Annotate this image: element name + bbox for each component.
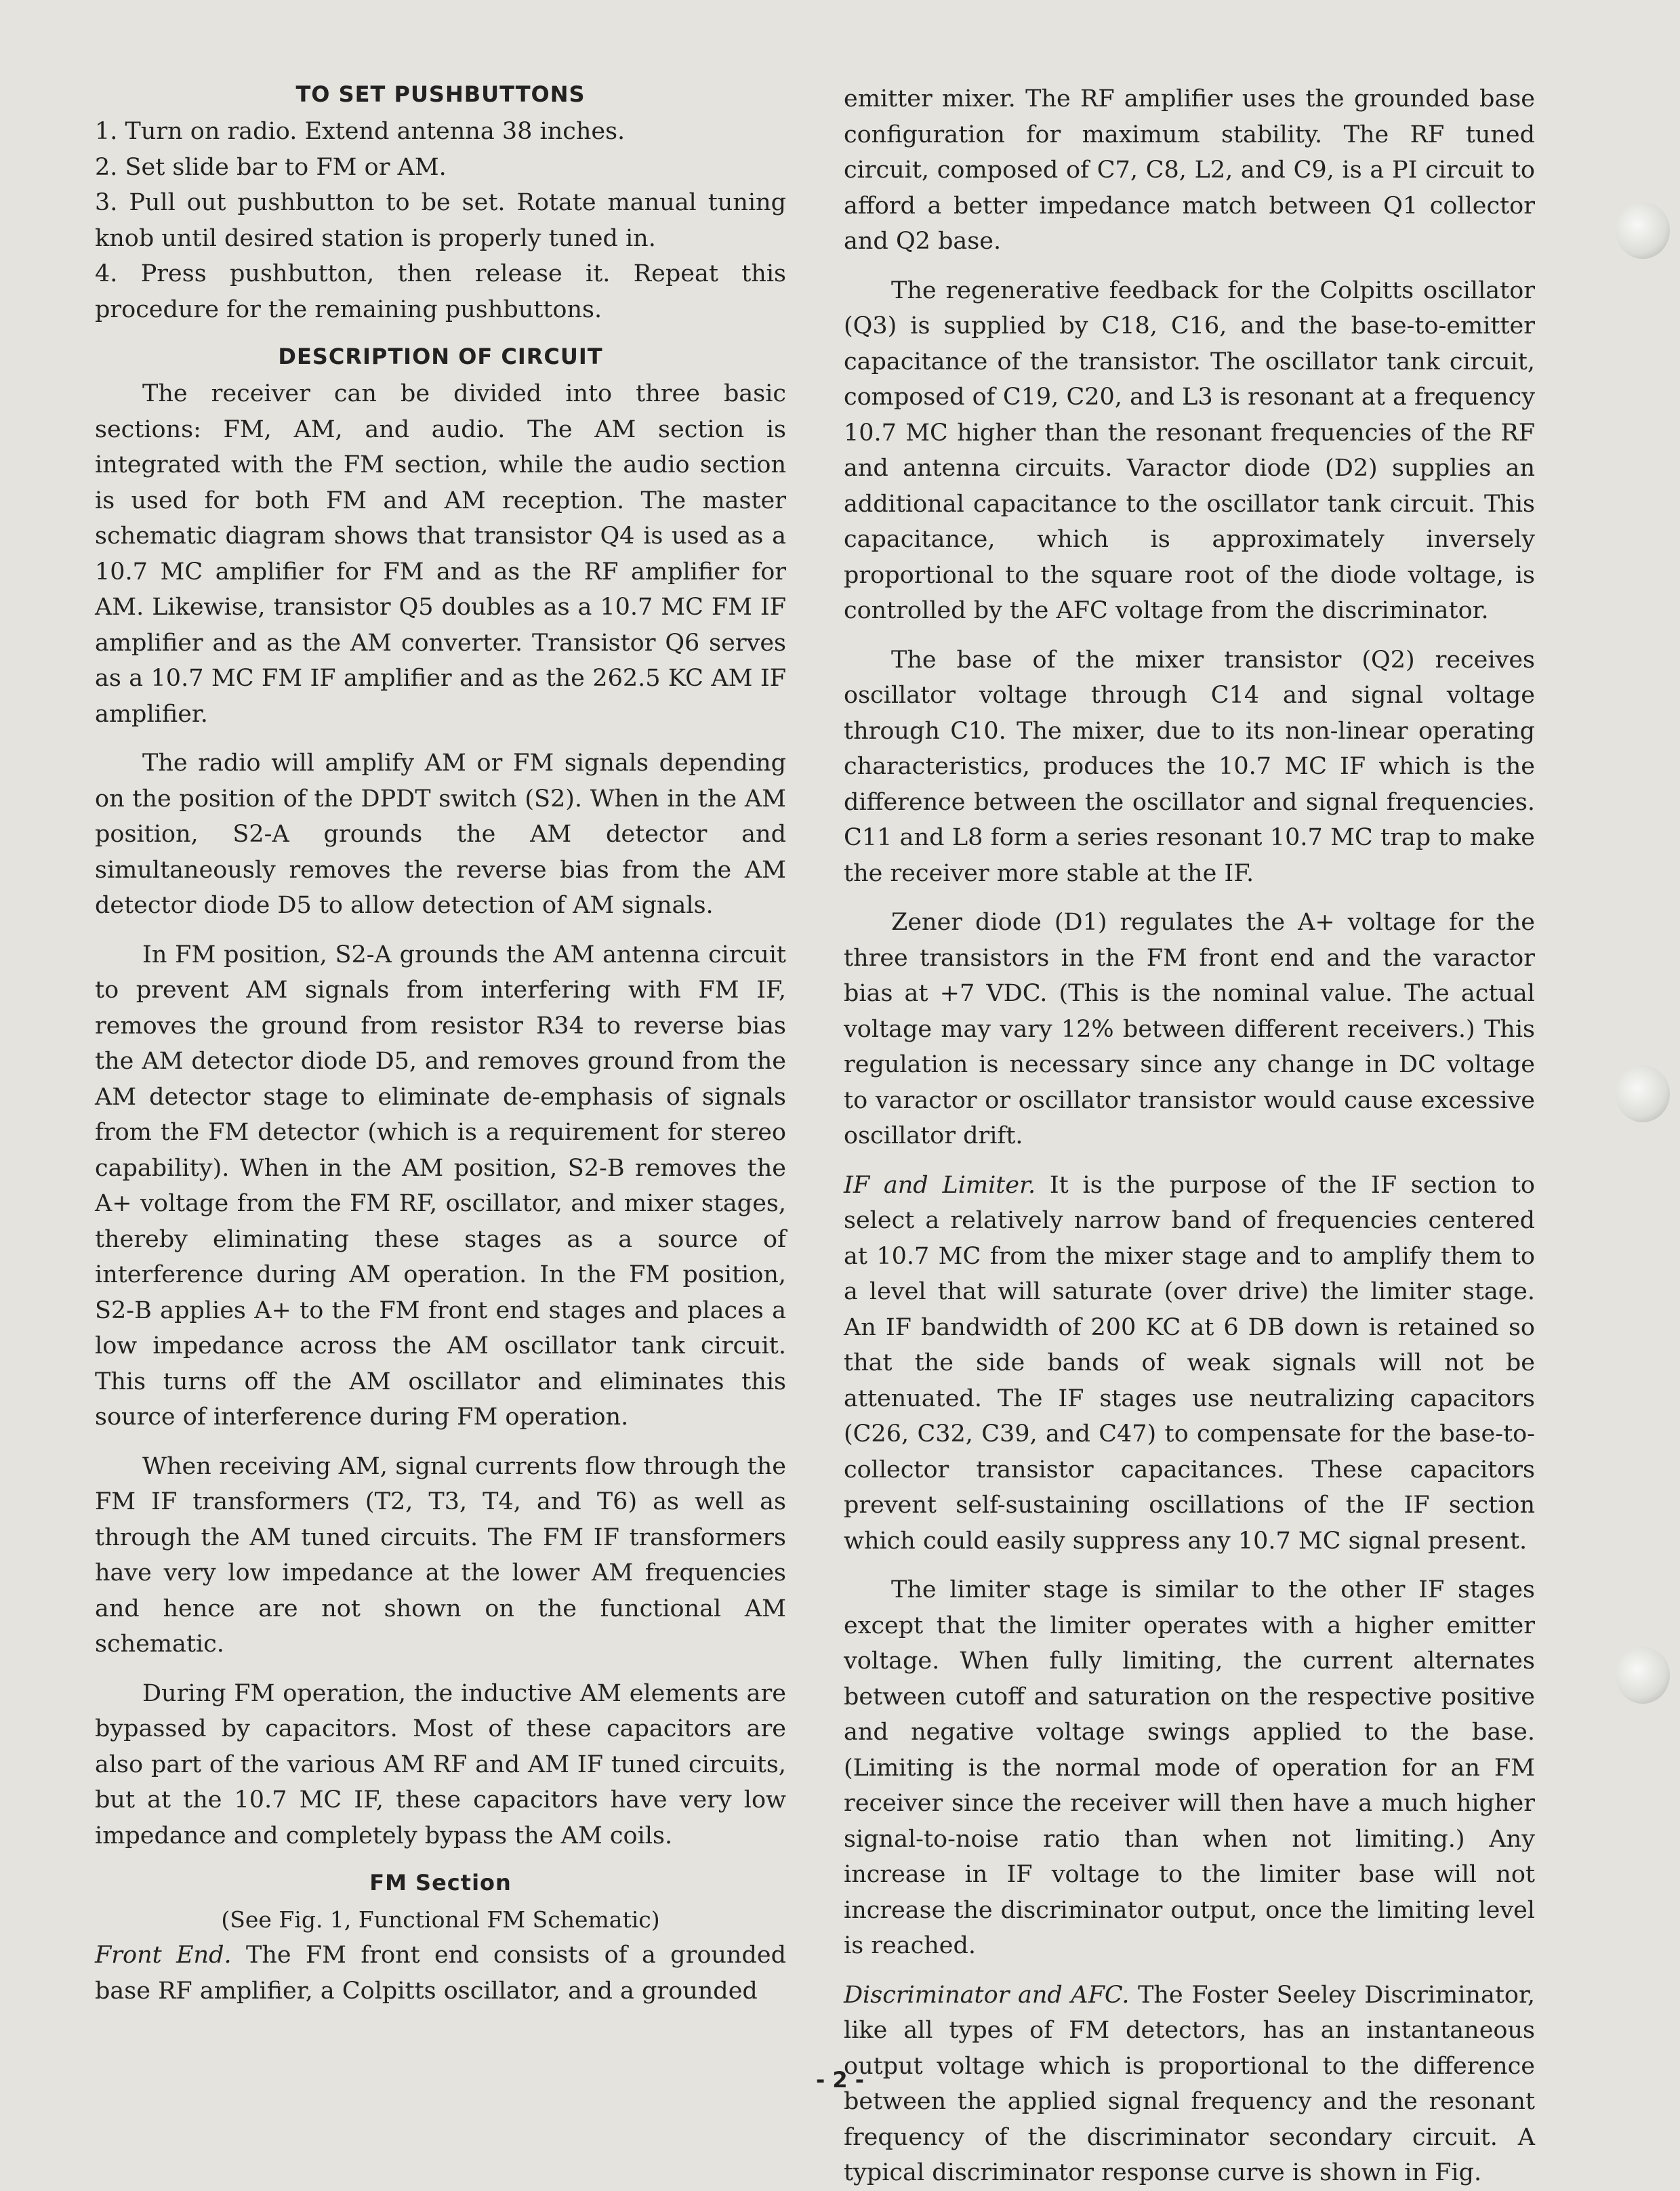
step-item: 2. Set slide bar to FM or AM. [95, 153, 447, 181]
description-heading: DESCRIPTION OF CIRCUIT [278, 344, 603, 369]
right-column [844, 81, 1535, 2191]
discriminator-text: The Foster Seeley Discriminator, like all types of FM detectors, has an instantaneous output voltage which is proportional to the difference between the applied signal frequency and the resonant frequency of the discriminator secondary circuit. A typical discriminator response curve is shown in Fig. [844, 1981, 1535, 2186]
punch-hole [1616, 1647, 1670, 1704]
fm-section-subheading: (See Fig. 1, Functional FM Schematic) [221, 1906, 660, 1933]
pushbuttons-heading: TO SET PUSHBUTTONS [295, 81, 586, 107]
step-item: 4. Press pushbutton, then release it. Repeat this procedure for the remaining pushbuttons. [95, 260, 786, 323]
page-number: - 2 - [815, 2067, 865, 2093]
front-end-paragraph [95, 1938, 786, 2009]
paragraph: The radio will amplify AM or FM signals depending on the position of the DPDT switch (S2). When in the AM position, S2-A grounds the AM detector and simultaneously removes the reverse bias from the AM detector diode D5 to allow detection of AM signals. [95, 750, 786, 919]
paragraph: The regenerative feedback for the Colpitts oscillator (Q3) is supplied by C18, C16, and the base-to-emitter capacitance of the transistor. The oscillator tank circuit, composed of C19, C20, and L3 is resonant at a frequency 10.7 MC higher than the resonant frequencies of the RF and antenna circuits. Varactor diode (D2) supplies an additional capacitance to the oscillator tank circuit. This capacitance, which is approximately inversely proportional to the square root of the diode voltage, is controlled by the AFC voltage from the discriminator. [844, 277, 1535, 624]
fm-section-heading: FM Section [369, 1870, 512, 1896]
paragraph: Zener diode (D1) regulates the A+ voltage for the three transistors in the FM front end and the varactor bias at +7 VDC. (This is the nominal value. The actual voltage may vary 12% between different receivers.) This regulation is necessary since any change in DC voltage to varactor or oscillator transistor would cause excessive oscillator drift. [844, 909, 1535, 1149]
paragraph: In FM position, S2-A grounds the AM antenna circuit to prevent AM signals from interfering with FM IF, removes the ground from resistor R34 to reverse bias the AM detector diode D5, and removes ground from the AM detector stage to eliminate de-emphasis of signals from the FM detector (which is a requirement for stereo capability). When in the AM position, S2-B removes the A+ voltage from the FM RF, oscillator, and mixer stages, thereby eliminating these stages as a source of interference during AM operation. In the FM position, S2-B applies A+ to the FM front end stages and places a low impedance across the AM oscillator tank circuit. This turns off the AM oscillator and eliminates this source of interference during FM operation. [95, 941, 786, 1431]
if-limiter-text: It is the purpose of the IF section to select a relatively narrow band of frequencies centered at 10.7 MC from the mixer stage and to amplify them to a level that will saturate (over drive) the limiter stage. An IF bandwidth of 200 KC at 6 DB down is retained so that the side bands of weak signals will not be attenuated. The IF stages use neutralizing capacitors (C26, C32, C39, and C47) to compensate for the base-to-collector transistor capacitances. These capacitors prevent self-sustaining oscillations of the IF section which could easily suppress any 10.7 MC signal present. [844, 1171, 1535, 1555]
paragraph: emitter mixer. The RF amplifier uses the grounded base configuration for maximum stability. The RF tuned circuit, composed of C7, C8, L2, and C9, is a PI circuit to afford a better impedance match between Q1 collector and Q2 base. [844, 85, 1535, 255]
front-end-text: The FM front end consists of a grounded base RF amplifier, a Colpitts oscillator, and a grounded [95, 1942, 786, 2005]
punch-hole [1616, 1065, 1670, 1122]
if-limiter-paragraph [844, 1168, 1535, 1559]
step-item: 3. Pull out pushbutton to be set. Rotate manual tuning knob until desired station is properly tuned in. [95, 189, 786, 252]
paragraph: The receiver can be divided into three basic sections: FM, AM, and audio. The AM section is integrated with the FM section, while the audio section is used for both FM and AM reception. The master schematic diagram shows that transistor Q4 is used as a 10.7 MC amplifier for FM and as the RF amplifier for AM. Likewise, transistor Q5 doubles as a 10.7 MC FM IF amplifier and as the AM converter. Transistor Q6 serves as a 10.7 MC FM IF amplifier and as the 262.5 KC AM IF amplifier. [95, 380, 786, 728]
paragraph: The base of the mixer transistor (Q2) receives oscillator voltage through C14 and signal voltage through C10. The mixer, due to its non-linear operating characteristics, produces the 10.7 MC IF which is the difference between the oscillator and signal frequencies. C11 and L8 form a series resonant 10.7 MC trap to make the receiver more stable at the IF. [844, 646, 1535, 887]
punch-hole [1616, 202, 1670, 259]
paragraph: When receiving AM, signal currents flow through the FM IF transformers (T2, T3, T4, and T6) as well as through the AM tuned circuits. The FM IF transformers have very low impedance at the lower AM frequencies and hence are not shown on the functional AM schematic. [95, 1452, 786, 1658]
paragraph: The limiter stage is similar to the other IF stages except that the limiter operates with a higher emitter voltage. When fully limiting, the current alternates between cutoff and saturation on the respective positive and negative voltage swings applied to the base. (Limiting is the normal mode of operation for an FM receiver since the receiver will then have a much higher signal-to-noise ratio than when not limiting.) Any increase in IF voltage to the limiter base will not increase the discriminator output, once the limiting level is reached. [844, 1576, 1535, 1959]
paragraph: During FM operation, the inductive AM elements are bypassed by capacitors. Most of these capacitors are also part of the various AM RF and AM IF tuned circuits, but at the 10.7 MC IF, these capacitors have very low impedance and completely bypass the AM coils. [95, 1679, 786, 1849]
discriminator-label: Discriminator and AFC. [844, 1981, 1130, 2009]
front-end-label: Front End. [95, 1942, 232, 1969]
step-item: 1. Turn on radio. Extend antenna 38 inches. [95, 118, 626, 145]
left-column [95, 81, 786, 2009]
if-limiter-label: IF and Limiter. [844, 1171, 1036, 1199]
